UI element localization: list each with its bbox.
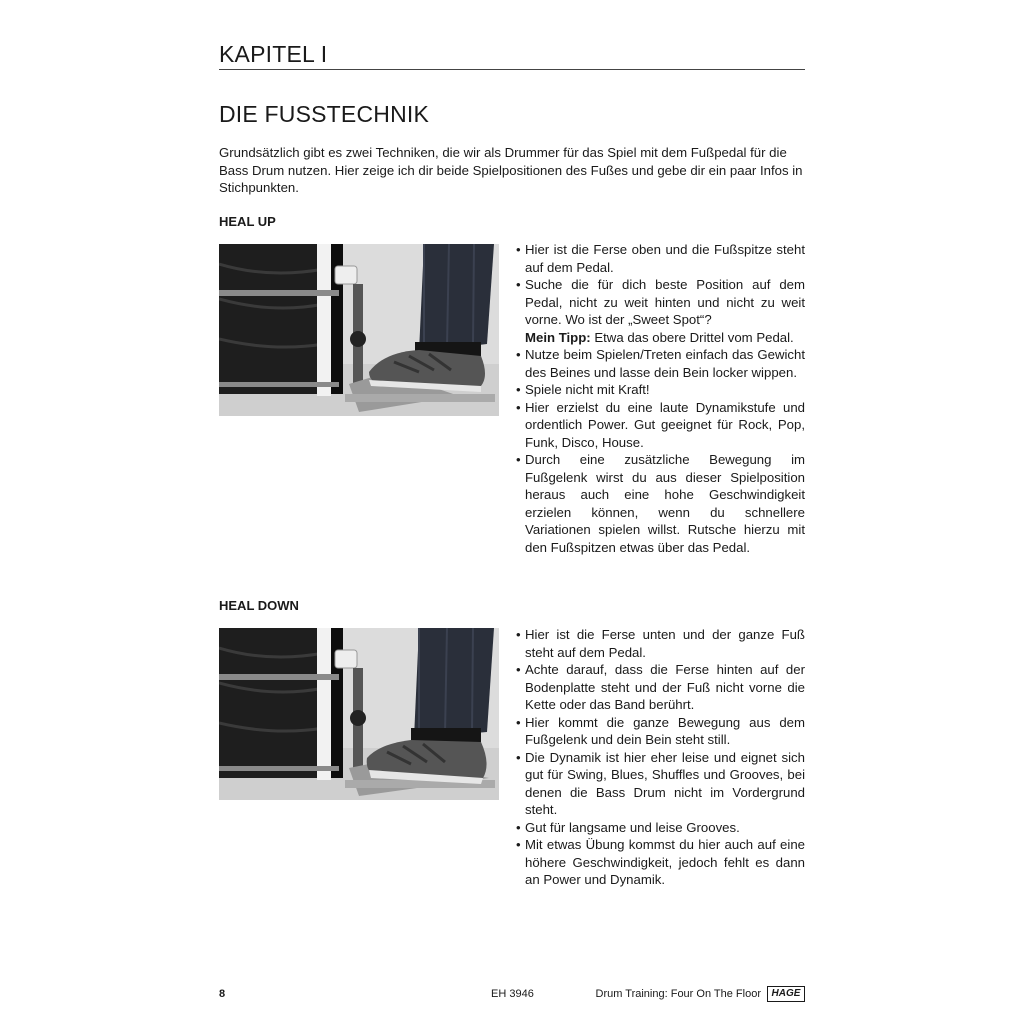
bullet-marker: •: [516, 714, 521, 730]
intro-paragraph: Grundsätzlich gibt es zwei Techniken, die wir als Drummer für das Spiel mit dem Fußpedal für die Bass Drum nutzen. Hier zeige ich dir beide Spielpositionen des Fußes und gebe dir ein paar Infos in Stichpunkten.: [219, 145, 803, 195]
list-item: • Suche die für dich beste Position auf dem Pedal, nicht zu weit hinten und nicht zu weit vorne. Wo ist der „Sweet Spot“?: [516, 277, 805, 327]
list-item: • Hier ist die Ferse unten und der ganze Fuß steht auf dem Pedal.: [516, 627, 805, 660]
bullet-marker: •: [516, 242, 521, 257]
chapter-heading: KAPITEL I: [219, 40, 805, 70]
heal-down-bullet-list: [516, 626, 805, 889]
bullet-marker: •: [516, 749, 521, 765]
tip-label: Mein Tipp:: [525, 329, 591, 345]
bullet-marker: •: [516, 627, 521, 642]
page-footer: [219, 986, 805, 1002]
list-item: • Durch eine zusätzliche Bewegung im Fußgelenk wirst du aus dieser Spielposition heraus auch eine hohe Geschwindigkeit erzielen können, wenn du schnellere Variationen spielen willst. Rutsche hierzu mit den Fußspitzen etwas über das Pedal.: [516, 452, 805, 555]
heal-down-heading: HEAL DOWN: [219, 598, 299, 613]
book-title: Drum Training: Four On The Floor: [595, 988, 761, 1000]
heal-up-bullet-list: [516, 241, 805, 556]
bullet-marker: •: [516, 382, 521, 397]
bullet-marker: •: [516, 452, 521, 467]
list-item: • Hier kommt die ganze Bewegung aus dem Fußgelenk und dein Bein steht still.: [516, 714, 805, 747]
heal-up-pedal-illustration: [219, 244, 499, 416]
bullet-marker: •: [516, 277, 521, 292]
heal-up-photo: [219, 244, 499, 416]
heal-down-photo: [219, 628, 499, 800]
page: [219, 0, 805, 1024]
page-number: 8: [219, 988, 226, 1000]
list-item: • Achte darauf, dass die Ferse hinten auf der Bodenplatte steht und der Fuß nicht vorne die Kette oder das Band berührt.: [516, 662, 805, 712]
list-item: • Gut für langsame und leise Grooves.: [516, 819, 740, 835]
list-item: • Hier erzielst du eine laute Dynamikstufe und ordentlich Power. Gut geeignet für Rock, Pop, Funk, Disco, House.: [516, 399, 805, 450]
list-item: • Nutze beim Spielen/Treten einfach das Gewicht des Beines und lasse dein Bein locker wippen.: [516, 347, 805, 380]
bullet-marker: •: [516, 837, 521, 852]
heal-down-pedal-illustration: [219, 628, 499, 800]
list-item: • Hier ist die Ferse oben und die Fußspitze steht auf dem Pedal.: [516, 242, 805, 275]
tip-line: [516, 329, 805, 347]
list-item: • Spiele nicht mit Kraft!: [516, 382, 650, 397]
publisher-logo: HAGE: [767, 986, 805, 1002]
tip-text: Etwa das obere Drittel vom Pedal.: [590, 329, 794, 345]
bullet-marker: •: [516, 399, 521, 415]
edition-code: EH 3946: [491, 988, 534, 1000]
bullet-marker: •: [516, 662, 521, 677]
bullet-marker: •: [516, 819, 521, 835]
list-item: • Mit etwas Übung kommst du hier auch auf eine höhere Geschwindigkeit, jedoch fehlt es dann an Power und Dynamik.: [516, 837, 805, 887]
list-item: • Die Dynamik ist hier eher leise und eignet sich gut für Swing, Blues, Shuffles und Grooves, bei denen die Bass Drum nicht im Vordergrund steht.: [516, 749, 805, 817]
page-title: DIE FUSSTECHNIK: [219, 101, 430, 127]
bullet-marker: •: [516, 347, 521, 362]
heal-up-heading: HEAL UP: [219, 214, 276, 229]
